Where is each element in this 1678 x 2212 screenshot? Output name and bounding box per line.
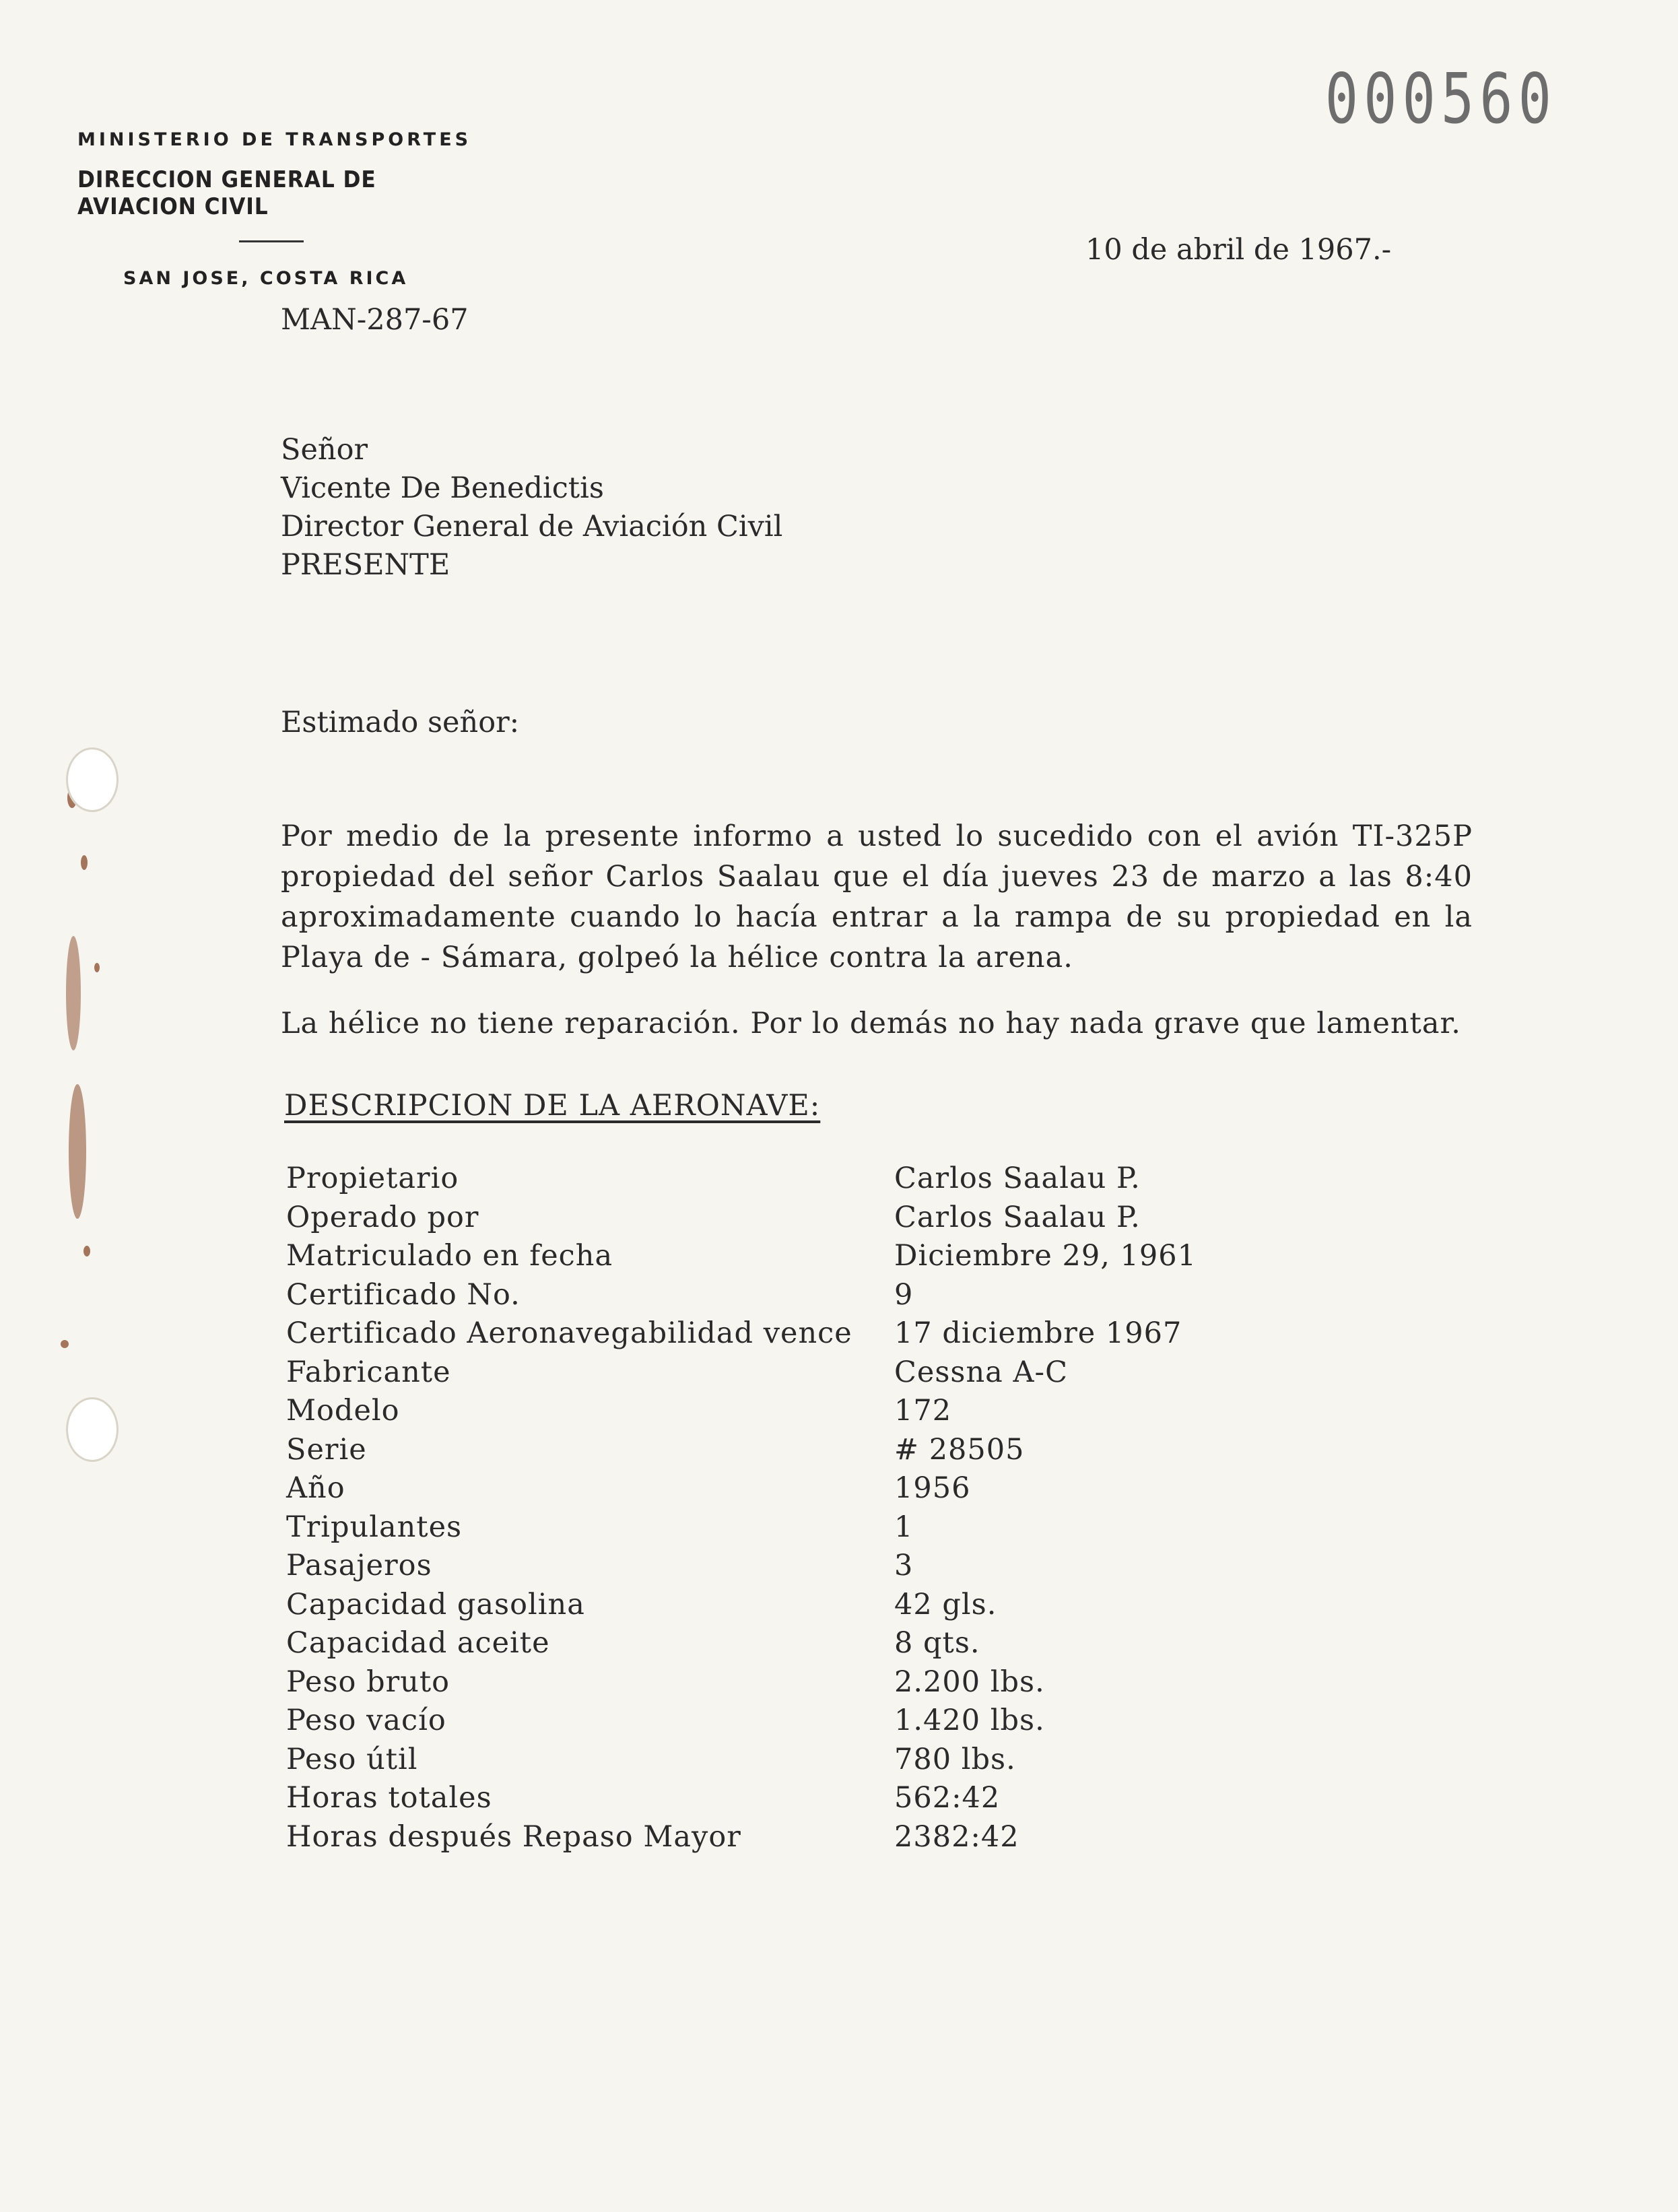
spec-value: Cessna A-C — [894, 1355, 1068, 1389]
spec-row — [286, 1663, 1197, 1702]
spec-value: 562:42 — [894, 1781, 1001, 1815]
punch-hole-top — [66, 747, 119, 812]
spec-row — [286, 1353, 1197, 1393]
spec-row — [286, 1624, 1197, 1663]
spec-label: Certificado No. — [286, 1277, 521, 1312]
reference-number: MAN-287-67 — [281, 303, 469, 337]
spec-value: 2.200 lbs. — [894, 1665, 1045, 1699]
spec-value: 8 qts. — [894, 1626, 980, 1660]
spec-row — [286, 1818, 1197, 1857]
punch-hole-bottom — [66, 1397, 119, 1462]
spec-label: Horas después Repaso Mayor — [286, 1819, 741, 1854]
body-paragraph-1: Por medio de la presente informo a usted lo sucedido con el avión TI-325P propiedad del señor Carlos Saalau que el día jueves 23 de marzo a las 8:40 aproximadamente cuando lo hacía entrar a la rampa de su propiedad en la Playa de - Sámara, golpeó la hélice contra la arena. — [281, 819, 1473, 974]
spec-label: Modelo — [286, 1394, 400, 1428]
serial-stamp: 000560 — [1324, 59, 1557, 139]
spec-row — [286, 1431, 1197, 1470]
section-heading: DESCRIPCION DE LA AERONAVE: — [284, 1089, 821, 1122]
spec-value: Carlos Saalau P. — [894, 1162, 1141, 1195]
letterhead-city: SAN JOSE, COSTA RICA — [123, 268, 409, 289]
spec-value: 1 — [894, 1510, 914, 1544]
spec-label: Matriculado en fecha — [286, 1239, 613, 1273]
spec-value: 1956 — [894, 1471, 971, 1505]
spec-label: Año — [286, 1471, 345, 1505]
spec-value: 42 gls. — [894, 1587, 997, 1621]
addressee-presente: PRESENTE — [281, 548, 450, 582]
addressee-name: Vicente De Benedictis — [281, 471, 604, 505]
spec-label: Capacidad gasolina — [286, 1587, 585, 1621]
rust-stain — [54, 761, 121, 1434]
spec-row — [286, 1702, 1197, 1741]
spec-label: Certificado Aeronavegabilidad vence — [286, 1316, 852, 1350]
spec-row — [286, 1469, 1197, 1508]
spec-row — [286, 1779, 1197, 1818]
letter-date: 10 de abril de 1967.- — [1085, 233, 1392, 267]
spec-value: 1.420 lbs. — [894, 1704, 1045, 1737]
salutation: Estimado señor: — [281, 706, 520, 739]
spec-value: 3 — [894, 1549, 914, 1582]
spec-label: Peso vacío — [286, 1704, 446, 1737]
spec-label: Horas totales — [286, 1781, 492, 1815]
spec-row — [286, 1586, 1197, 1625]
spec-value: 2382:42 — [894, 1819, 1019, 1854]
spec-label: Tripulantes — [286, 1510, 463, 1544]
spec-row — [286, 1547, 1197, 1586]
letterhead — [77, 129, 481, 289]
addressee-title: Señor — [281, 433, 368, 467]
spec-value: Carlos Saalau P. — [894, 1200, 1141, 1234]
letterhead-ministry: MINISTERIO DE TRANSPORTES — [77, 129, 472, 150]
spec-row — [286, 1237, 1197, 1276]
spec-row — [286, 1508, 1197, 1547]
aircraft-spec-list — [286, 1160, 1197, 1856]
body-paragraph-2: La hélice no tiene reparación. Por lo demás no hay nada grave que lamentar. — [281, 1007, 1461, 1040]
spec-value: 17 diciembre 1967 — [894, 1316, 1182, 1350]
spec-row — [286, 1160, 1197, 1199]
spec-value: 780 lbs. — [894, 1742, 1016, 1776]
addressee-block — [281, 431, 782, 584]
spec-label: Operado por — [286, 1200, 479, 1234]
spec-row — [286, 1199, 1197, 1238]
spec-label: Peso útil — [286, 1742, 418, 1776]
spec-label: Fabricante — [286, 1355, 451, 1389]
spec-row — [286, 1392, 1197, 1431]
spec-value: # 28505 — [894, 1432, 1025, 1467]
spec-label: Peso bruto — [286, 1665, 450, 1699]
spec-row — [286, 1741, 1197, 1780]
spec-row — [286, 1314, 1197, 1353]
spec-value: 172 — [894, 1394, 952, 1428]
spec-label: Serie — [286, 1432, 367, 1467]
spec-value: 9 — [894, 1277, 914, 1312]
addressee-position: Director General de Aviación Civil — [281, 510, 783, 543]
spec-label: Pasajeros — [286, 1549, 432, 1582]
spec-value: Diciembre 29, 1961 — [894, 1239, 1197, 1273]
spec-row — [286, 1276, 1197, 1315]
spec-label: Propietario — [286, 1162, 459, 1195]
letterhead-directorate: DIRECCION GENERAL DE AVIACION CIVIL — [77, 166, 376, 220]
letterhead-divider — [239, 240, 304, 242]
spec-label: Capacidad aceite — [286, 1626, 550, 1660]
